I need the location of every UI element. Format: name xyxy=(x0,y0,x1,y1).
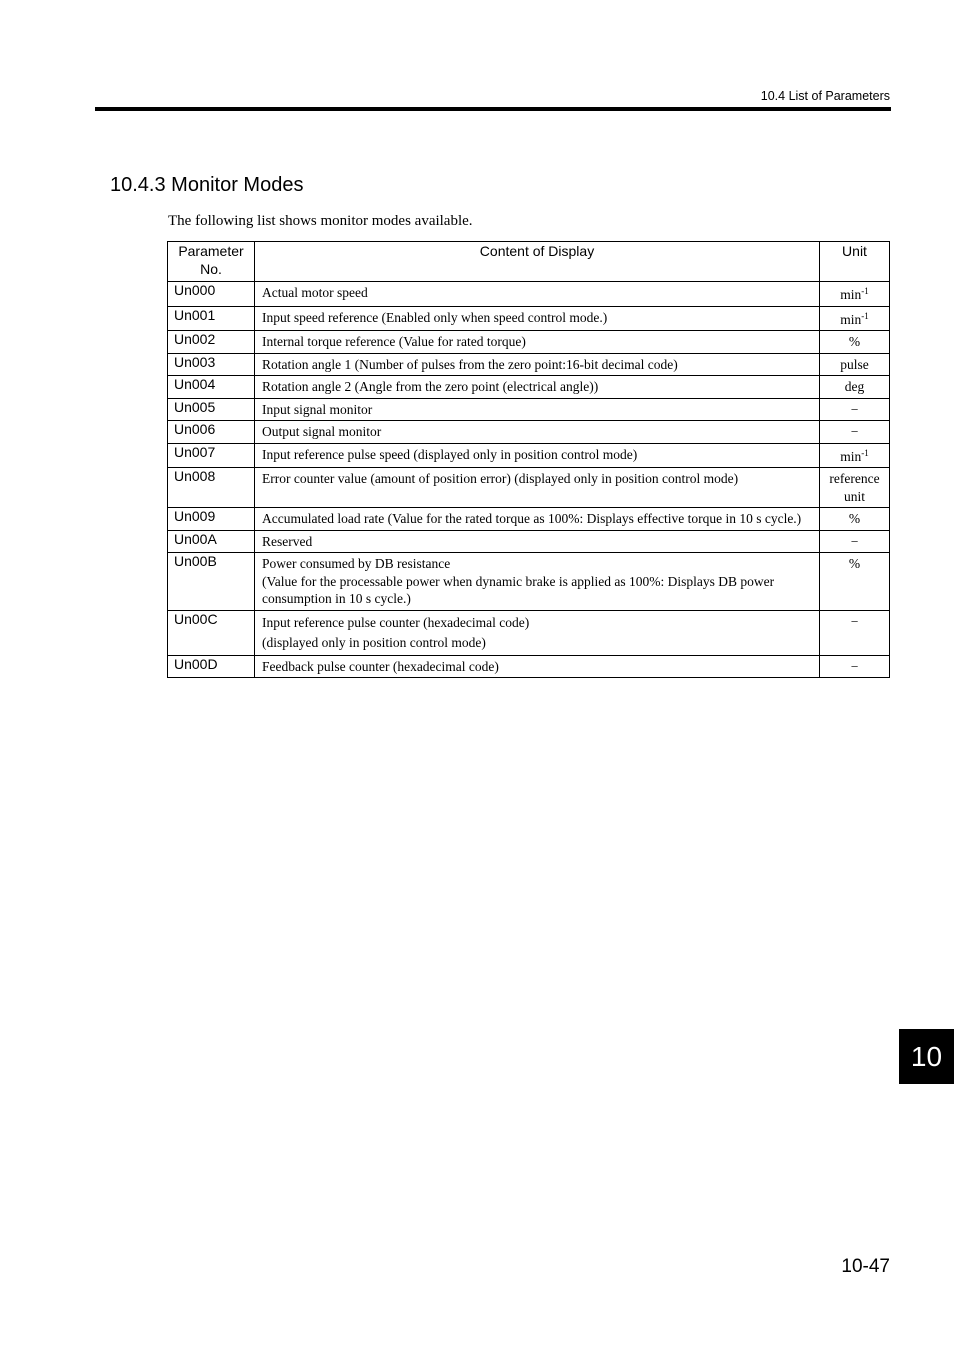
content-line: Feedback pulse counter (hexadecimal code) xyxy=(262,658,499,674)
content-line: Input signal monitor xyxy=(262,401,373,417)
unit-value: % xyxy=(848,556,861,571)
unit-value: − xyxy=(850,401,859,417)
content-line: Actual motor speed xyxy=(262,285,368,300)
content-cell xyxy=(255,530,820,553)
header-rule xyxy=(95,107,891,111)
unit-cell xyxy=(820,282,890,307)
table-row xyxy=(168,421,890,444)
content-cell xyxy=(255,306,820,331)
content-line: Accumulated load rate (Value for the rated torque as 100%: Displays effective torque in 10 s cycle.) xyxy=(262,511,802,526)
param-no: Un001 xyxy=(168,306,255,331)
table-row xyxy=(168,468,890,508)
unit-cell xyxy=(820,398,890,421)
unit-cell xyxy=(820,468,890,508)
table-row xyxy=(168,306,890,331)
unit-value: min xyxy=(840,287,862,302)
table-row xyxy=(168,376,890,399)
unit-line: reference xyxy=(829,471,880,486)
unit-cell xyxy=(820,376,890,399)
table-row xyxy=(168,353,890,376)
param-no: Un00A xyxy=(168,530,255,553)
unit-value: − xyxy=(850,533,859,549)
unit-value: min xyxy=(840,311,862,327)
content-cell xyxy=(255,282,820,307)
content-line: Input reference pulse speed (displayed only in position control mode) xyxy=(262,446,638,462)
content-cell xyxy=(255,376,820,399)
param-no: Un00D xyxy=(168,655,255,678)
content-line: Power consumed by DB resistance xyxy=(262,556,451,571)
content-line: Internal torque reference (Value for rated torque) xyxy=(262,334,526,349)
page-number: 10-47 xyxy=(841,1256,890,1277)
table-row xyxy=(168,398,890,421)
unit-value: − xyxy=(850,658,859,674)
param-no: Un004 xyxy=(168,376,255,399)
param-no: Un002 xyxy=(168,331,255,354)
content-cell xyxy=(255,655,820,678)
header-parameter-line1: Parameter xyxy=(178,243,244,259)
content-cell xyxy=(255,398,820,421)
unit-line: unit xyxy=(843,488,865,504)
unit-cell xyxy=(820,530,890,553)
table-row xyxy=(168,553,890,611)
unit-cell xyxy=(820,553,890,611)
table-row xyxy=(168,443,890,468)
table-row xyxy=(168,282,890,307)
param-no: Un007 xyxy=(168,443,255,468)
header-content: Content of Display xyxy=(255,242,820,282)
content-cell xyxy=(255,508,820,531)
table-row xyxy=(168,331,890,354)
table-row xyxy=(168,655,890,678)
content-line: Reserved xyxy=(262,533,313,549)
param-no: Un00B xyxy=(168,553,255,611)
unit-exponent: -1 xyxy=(861,447,869,458)
content-line: Input speed reference (Enabled only when speed control mode.) xyxy=(262,309,608,325)
chapter-tab: 10 xyxy=(899,1029,954,1084)
content-cell xyxy=(255,610,820,655)
unit-cell xyxy=(820,443,890,468)
content-cell xyxy=(255,331,820,354)
content-cell xyxy=(255,421,820,444)
param-no: Un000 xyxy=(168,282,255,307)
intro-text: The following list shows monitor modes available. xyxy=(168,213,473,229)
unit-cell xyxy=(820,610,890,655)
header-parameter-no xyxy=(168,242,255,282)
unit-cell xyxy=(820,353,890,376)
content-cell xyxy=(255,468,820,508)
table-row xyxy=(168,610,890,655)
content-line: (Value for the processable power when dynamic brake is applied as 100%: Displays DB power consumption in 10 s cycle.) xyxy=(262,573,775,606)
content-line: Rotation angle 2 (Angle from the zero point (electrical angle)) xyxy=(262,379,599,394)
unit-value: − xyxy=(850,424,859,439)
content-line: Output signal monitor xyxy=(262,424,382,439)
content-cell xyxy=(255,443,820,468)
content-line: (displayed only in position control mode) xyxy=(262,634,486,650)
content-line: Input reference pulse counter (hexadecimal code) xyxy=(262,614,530,630)
unit-value: pulse xyxy=(840,356,869,372)
param-no: Un006 xyxy=(168,421,255,444)
table-row xyxy=(168,508,890,531)
param-no: Un008 xyxy=(168,468,255,508)
unit-value: min xyxy=(840,448,862,464)
header-parameter-line2: No. xyxy=(200,260,222,277)
param-no: Un00C xyxy=(168,610,255,655)
table-row xyxy=(168,530,890,553)
unit-value: % xyxy=(848,511,861,526)
monitor-modes-table xyxy=(167,241,890,678)
content-cell xyxy=(255,553,820,611)
unit-exponent: -1 xyxy=(861,310,869,321)
unit-cell xyxy=(820,331,890,354)
content-cell xyxy=(255,353,820,376)
unit-value: deg xyxy=(844,379,865,394)
param-no: Un009 xyxy=(168,508,255,531)
section-title: 10.4.3 Monitor Modes xyxy=(110,174,304,196)
header-unit: Unit xyxy=(820,242,890,282)
unit-value: − xyxy=(850,613,859,629)
running-header: 10.4 List of Parameters xyxy=(760,89,890,103)
param-no: Un003 xyxy=(168,353,255,376)
param-no: Un005 xyxy=(168,398,255,421)
unit-cell xyxy=(820,421,890,444)
unit-value: % xyxy=(848,334,861,349)
table-header-row xyxy=(168,242,890,282)
unit-cell xyxy=(820,508,890,531)
unit-cell xyxy=(820,306,890,331)
unit-cell xyxy=(820,655,890,678)
content-line: Error counter value (amount of position error) (displayed only in position control mode) xyxy=(262,471,739,486)
unit-exponent: -1 xyxy=(861,286,869,296)
content-line: Rotation angle 1 (Number of pulses from the zero point:16-bit decimal code) xyxy=(262,356,678,372)
